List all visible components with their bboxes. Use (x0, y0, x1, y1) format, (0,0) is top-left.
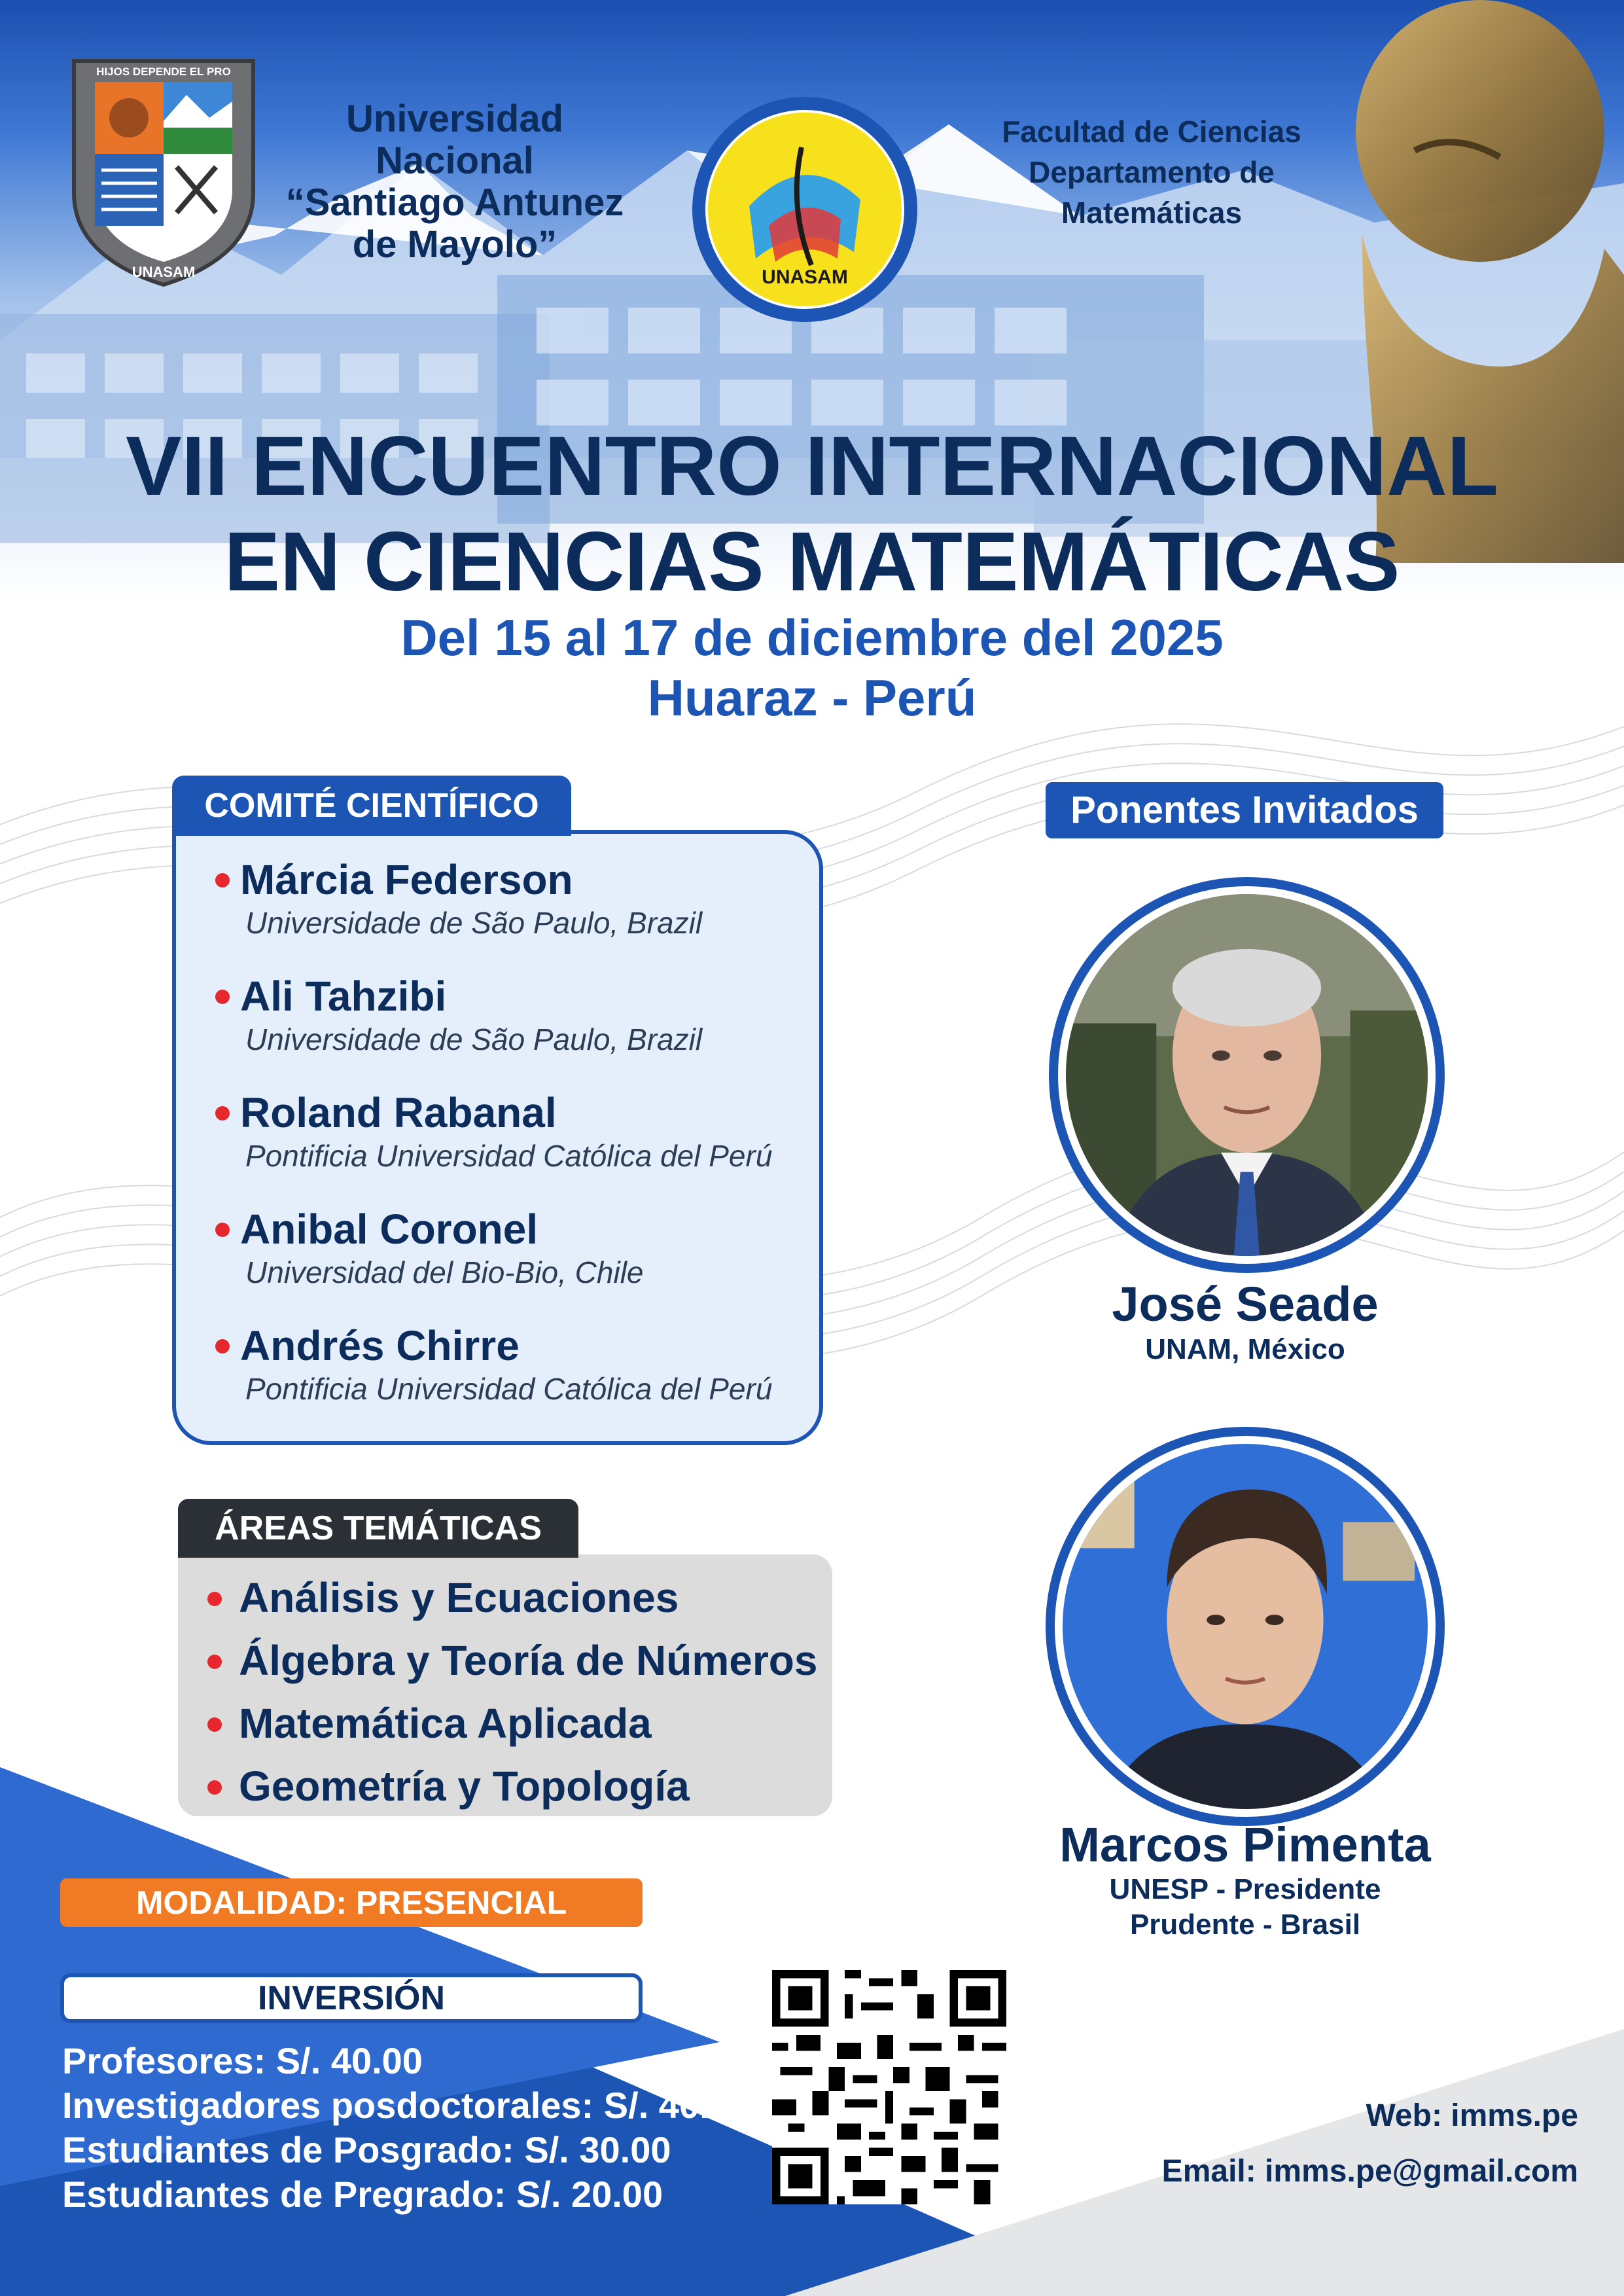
speaker-affiliation: UNAM, México (1145, 1333, 1345, 1365)
web-link[interactable]: Web: imms.pe (1366, 2098, 1578, 2133)
speaker-photo (1046, 1427, 1445, 1826)
bullet-icon (215, 1339, 230, 1354)
area-item (207, 1568, 822, 1630)
speaker-name: Marcos Pimenta (1059, 1818, 1431, 1872)
qr-code[interactable] (772, 1970, 1006, 2204)
event-title-line2: EN CIENCIAS MATEMÁTICAS (224, 515, 1400, 609)
bullet-icon (207, 1592, 222, 1606)
event-location: Huaraz - Perú (647, 669, 977, 726)
price-list (62, 2039, 750, 2217)
area-label: Análisis y Ecuaciones (239, 1574, 679, 1621)
bullet-icon (207, 1655, 222, 1669)
event-title (0, 419, 1624, 610)
round-logo-center: UNASAM (762, 266, 848, 288)
university-name-line: “Santiago Antunez (285, 181, 624, 224)
member-affiliation: Pontificia Universidad Católica del Perú (245, 1372, 773, 1406)
member-affiliation: Universidade de São Paulo, Brazil (245, 1022, 703, 1056)
bullet-icon (207, 1717, 222, 1732)
area-label: Matemática Aplicada (239, 1700, 652, 1747)
faculty-line: Departamento de Matemáticas (1029, 155, 1275, 230)
event-title-line1: VII ENCUENTRO INTERNACIONAL (126, 420, 1498, 513)
area-item (207, 1630, 822, 1693)
area-item (207, 1693, 822, 1756)
member-name: Roland Rabanal (240, 1089, 557, 1136)
price-item: Estudiantes de Posgrado: S/. 30.00 (62, 2129, 671, 2170)
area-label: Álgebra y Teoría de Números (239, 1637, 818, 1684)
member-affiliation: Universidade de São Paulo, Brazil (245, 906, 703, 940)
bullet-icon (215, 1223, 230, 1237)
bullet-icon (207, 1780, 222, 1795)
area-label: Geometría y Topología (239, 1763, 690, 1810)
member-name: Andrés Chirre (240, 1322, 520, 1369)
areas-heading: ÁREAS TEMÁTICAS (178, 1499, 578, 1558)
university-name-line: Universidad Nacional (346, 98, 563, 182)
speaker-affiliation-line: Prudente - Brasil (1129, 1909, 1361, 1941)
speaker-portrait-image (1063, 1444, 1428, 1809)
speaker-affiliation-line: UNESP - Presidente (1109, 1873, 1381, 1905)
areas-box (178, 1554, 832, 1816)
committee-heading: COMITÉ CIENTÍFICO (172, 776, 571, 836)
modality-badge: MODALIDAD: PRESENCIAL (60, 1878, 643, 1927)
bullet-icon (215, 1106, 230, 1121)
university-name-line: de Mayolo” (352, 223, 557, 266)
shield-label: UNASAM (132, 264, 196, 280)
event-dates: Del 15 al 17 de diciembre del 2025 (400, 609, 1224, 666)
member-affiliation: Universidad del Bio-Bio, Chile (245, 1255, 644, 1289)
area-item (207, 1756, 822, 1819)
speaker-affiliation (951, 1872, 1540, 1943)
committee-box (172, 830, 823, 1445)
member-name: Ali Tahzibi (240, 973, 447, 1020)
price-item: Estudiantes de Pregrado: S/. 20.00 (62, 2174, 663, 2215)
faculty-name (968, 111, 1335, 233)
investment-heading: INVERSIÓN (60, 1973, 643, 2023)
email-link[interactable]: Email: imms.pe@gmail.com (1161, 2154, 1578, 2189)
member-affiliation: Pontificia Universidad Católica del Perú (245, 1139, 773, 1173)
speakers-heading: Ponentes Invitados (1046, 782, 1443, 838)
bullet-icon (215, 990, 230, 1004)
speaker-photo (1049, 877, 1445, 1273)
university-name (268, 98, 641, 266)
unasam-shield-logo (69, 56, 258, 288)
member-name: Márcia Federson (240, 856, 573, 903)
speaker-portrait-image (1066, 894, 1428, 1256)
price-item: Investigadores posdoctorales: S/. 40.00 (62, 2085, 750, 2126)
price-item: Profesores: S/. 40.00 (62, 2040, 423, 2081)
bullet-icon (215, 873, 230, 888)
math-school-round-logo (690, 95, 919, 324)
shield-motto-top: HIJOS DEPENDE EL PRO (96, 65, 231, 78)
member-name: Anibal Coronel (240, 1206, 538, 1253)
speaker-name: José Seade (1112, 1277, 1379, 1331)
faculty-line: Facultad de Ciencias (1002, 115, 1301, 149)
